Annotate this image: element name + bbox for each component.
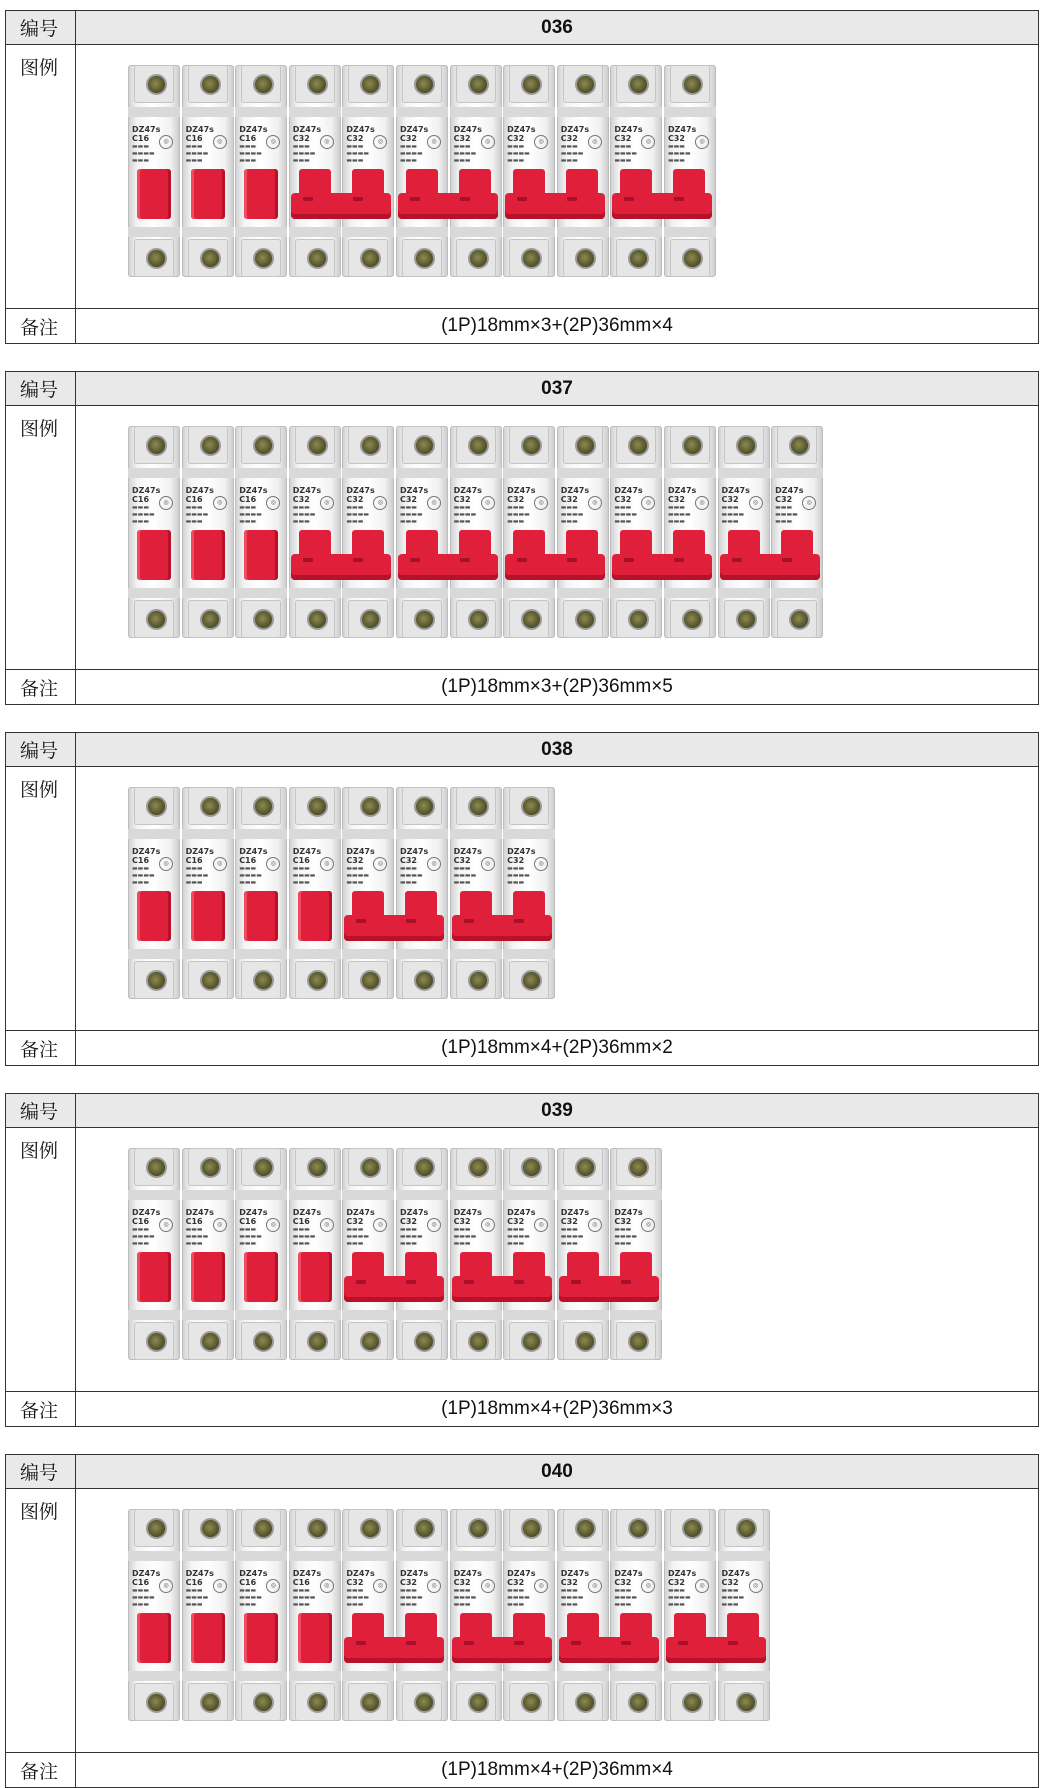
spec-table: [5, 10, 1039, 344]
figure-label: 图例: [6, 767, 76, 1031]
double-pole-breaker: [610, 426, 717, 638]
remark-label: 备注: [6, 309, 76, 344]
remark-label: 备注: [6, 1753, 76, 1788]
cert-mark-icon: ◎: [588, 135, 602, 149]
cert-mark-icon: ◎: [373, 496, 387, 510]
remark-label: 备注: [6, 670, 76, 705]
cert-mark-icon: ◎: [641, 1579, 655, 1593]
toggle-bar: [559, 1637, 659, 1663]
breaker-unit: DZ47s C32 ▬▬▬ ▬▬▬▬ ▬▬▬ ◎: [557, 426, 609, 638]
double-pole-breaker: [342, 1148, 449, 1360]
toggle-bar: [291, 554, 391, 580]
toggle-bar: [559, 1276, 659, 1302]
breaker-unit: DZ47s C32 ▬▬▬ ▬▬▬▬ ▬▬▬ ◎: [718, 426, 770, 638]
breaker-unit: DZ47s C16 ▬▬▬ ▬▬▬▬ ▬▬▬ ◎: [128, 426, 180, 638]
cert-mark-icon: ◎: [481, 496, 495, 510]
breaker-unit: DZ47s C32 ▬▬▬ ▬▬▬▬ ▬▬▬ ◎: [396, 426, 448, 638]
breaker-unit: DZ47s C32 ▬▬▬ ▬▬▬▬ ▬▬▬ ◎: [503, 426, 555, 638]
toggle-bar: [505, 193, 605, 219]
cert-mark-icon: ◎: [641, 135, 655, 149]
figure-label: 图例: [6, 1128, 76, 1392]
toggle-bar: [344, 1637, 444, 1663]
double-pole-breaker: [557, 1509, 664, 1721]
cert-mark-icon: ◎: [427, 496, 441, 510]
cert-mark-icon: ◎: [266, 496, 280, 510]
breaker-unit: DZ47s C32 ▬▬▬ ▬▬▬▬ ▬▬▬ ◎: [503, 1148, 555, 1360]
breaker-unit: DZ47s C16 ▬▬▬ ▬▬▬▬ ▬▬▬ ◎: [128, 65, 180, 277]
double-pole-breaker: [396, 65, 503, 277]
breaker-unit: DZ47s C32 ▬▬▬ ▬▬▬▬ ▬▬▬ ◎: [610, 65, 662, 277]
cert-mark-icon: ◎: [373, 1579, 387, 1593]
breaker-diagram: [76, 1489, 1038, 1752]
cert-mark-icon: ◎: [641, 496, 655, 510]
breaker-unit: DZ47s C32 ▬▬▬ ▬▬▬▬ ▬▬▬ ◎: [342, 787, 394, 999]
breaker-unit: DZ47s C32 ▬▬▬ ▬▬▬▬ ▬▬▬ ◎: [450, 787, 502, 999]
breaker-unit: DZ47s C32 ▬▬▬ ▬▬▬▬ ▬▬▬ ◎: [396, 1148, 448, 1360]
toggle-bar: [398, 193, 498, 219]
breaker-diagram: [76, 1128, 1038, 1391]
cert-mark-icon: ◎: [373, 135, 387, 149]
breaker-unit: DZ47s C32 ▬▬▬ ▬▬▬▬ ▬▬▬ ◎: [610, 1148, 662, 1360]
breaker-unit: DZ47s C32 ▬▬▬ ▬▬▬▬ ▬▬▬ ◎: [503, 787, 555, 999]
toggle-lever: [191, 1252, 225, 1302]
cert-mark-icon: ◎: [802, 496, 816, 510]
cert-mark-icon: ◎: [534, 1218, 548, 1232]
cert-mark-icon: ◎: [749, 496, 763, 510]
spec-table: [5, 371, 1039, 705]
table-number: 040: [76, 1455, 1039, 1489]
breaker-unit: DZ47s C32 ▬▬▬ ▬▬▬▬ ▬▬▬ ◎: [342, 1148, 394, 1360]
cert-mark-icon: ◎: [266, 135, 280, 149]
double-pole-breaker: [342, 1509, 449, 1721]
breaker-unit: DZ47s C32 ▬▬▬ ▬▬▬▬ ▬▬▬ ◎: [503, 1509, 555, 1721]
breaker-unit: DZ47s C16 ▬▬▬ ▬▬▬▬ ▬▬▬ ◎: [182, 1148, 234, 1360]
breaker-unit: DZ47s C32 ▬▬▬ ▬▬▬▬ ▬▬▬ ◎: [557, 65, 609, 277]
toggle-bar: [505, 554, 605, 580]
toggle-lever: [244, 169, 278, 219]
number-label: 编号: [6, 1094, 76, 1128]
number-label: 编号: [6, 11, 76, 45]
breaker-unit: DZ47s C32 ▬▬▬ ▬▬▬▬ ▬▬▬ ◎: [342, 1509, 394, 1721]
breaker-diagram: [76, 406, 1038, 669]
breaker-unit: DZ47s C32 ▬▬▬ ▬▬▬▬ ▬▬▬ ◎: [450, 65, 502, 277]
breaker-unit: DZ47s C16 ▬▬▬ ▬▬▬▬ ▬▬▬ ◎: [182, 65, 234, 277]
cert-mark-icon: ◎: [266, 1218, 280, 1232]
toggle-bar: [666, 1637, 766, 1663]
breaker-unit: DZ47s C16 ▬▬▬ ▬▬▬▬ ▬▬▬ ◎: [289, 1148, 341, 1360]
toggle-bar: [452, 915, 552, 941]
number-label: 编号: [6, 372, 76, 406]
cert-mark-icon: ◎: [159, 1579, 173, 1593]
breaker-unit: DZ47s C16 ▬▬▬ ▬▬▬▬ ▬▬▬ ◎: [289, 1509, 341, 1721]
figure-label: 图例: [6, 406, 76, 670]
breaker-unit: DZ47s C32 ▬▬▬ ▬▬▬▬ ▬▬▬ ◎: [664, 1509, 716, 1721]
toggle-bar: [344, 1276, 444, 1302]
double-pole-breaker: [450, 1148, 557, 1360]
cert-mark-icon: ◎: [320, 857, 334, 871]
cert-mark-icon: ◎: [159, 1218, 173, 1232]
toggle-bar: [291, 193, 391, 219]
double-pole-breaker: [610, 65, 717, 277]
cert-mark-icon: ◎: [320, 496, 334, 510]
cert-mark-icon: ◎: [588, 1218, 602, 1232]
cert-mark-icon: ◎: [481, 1579, 495, 1593]
breaker-unit: DZ47s C16 ▬▬▬ ▬▬▬▬ ▬▬▬ ◎: [128, 787, 180, 999]
cert-mark-icon: ◎: [213, 496, 227, 510]
remark-value: (1P)18mm×4+(2P)36mm×3: [76, 1392, 1039, 1427]
breaker-unit: DZ47s C16 ▬▬▬ ▬▬▬▬ ▬▬▬ ◎: [128, 1509, 180, 1721]
breaker-unit: DZ47s C32 ▬▬▬ ▬▬▬▬ ▬▬▬ ◎: [342, 426, 394, 638]
table-number: 036: [76, 11, 1039, 45]
breaker-unit: DZ47s C32 ▬▬▬ ▬▬▬▬ ▬▬▬ ◎: [396, 787, 448, 999]
remark-label: 备注: [6, 1392, 76, 1427]
cert-mark-icon: ◎: [427, 857, 441, 871]
toggle-lever: [244, 891, 278, 941]
remark-value: (1P)18mm×4+(2P)36mm×2: [76, 1031, 1039, 1066]
cert-mark-icon: ◎: [534, 496, 548, 510]
cert-mark-icon: ◎: [159, 496, 173, 510]
breaker-unit: DZ47s C32 ▬▬▬ ▬▬▬▬ ▬▬▬ ◎: [771, 426, 823, 638]
cert-mark-icon: ◎: [320, 1218, 334, 1232]
table-number: 039: [76, 1094, 1039, 1128]
table-number: 037: [76, 372, 1039, 406]
cert-mark-icon: ◎: [159, 857, 173, 871]
breaker-unit: DZ47s C32 ▬▬▬ ▬▬▬▬ ▬▬▬ ◎: [610, 426, 662, 638]
toggle-lever: [244, 1252, 278, 1302]
table-number: 038: [76, 733, 1039, 767]
cert-mark-icon: ◎: [266, 1579, 280, 1593]
toggle-lever: [191, 169, 225, 219]
figure-label: 图例: [6, 1489, 76, 1753]
toggle-lever: [137, 891, 171, 941]
remark-value: (1P)18mm×3+(2P)36mm×4: [76, 309, 1039, 344]
toggle-lever: [137, 1252, 171, 1302]
breaker-diagram: [76, 45, 1038, 308]
breaker-unit: DZ47s C32 ▬▬▬ ▬▬▬▬ ▬▬▬ ◎: [503, 65, 555, 277]
cert-mark-icon: ◎: [481, 135, 495, 149]
breaker-unit: DZ47s C32 ▬▬▬ ▬▬▬▬ ▬▬▬ ◎: [664, 65, 716, 277]
cert-mark-icon: ◎: [481, 1218, 495, 1232]
breaker-unit: DZ47s C32 ▬▬▬ ▬▬▬▬ ▬▬▬ ◎: [557, 1148, 609, 1360]
toggle-lever: [298, 1252, 332, 1302]
toggle-lever: [137, 1613, 171, 1663]
toggle-bar: [344, 915, 444, 941]
cert-mark-icon: ◎: [641, 1218, 655, 1232]
cert-mark-icon: ◎: [213, 857, 227, 871]
cert-mark-icon: ◎: [266, 857, 280, 871]
number-label: 编号: [6, 733, 76, 767]
cert-mark-icon: ◎: [427, 1218, 441, 1232]
cert-mark-icon: ◎: [588, 496, 602, 510]
remark-value: (1P)18mm×4+(2P)36mm×4: [76, 1753, 1039, 1788]
breaker-unit: DZ47s C32 ▬▬▬ ▬▬▬▬ ▬▬▬ ◎: [718, 1509, 770, 1721]
breaker-unit: DZ47s C32 ▬▬▬ ▬▬▬▬ ▬▬▬ ◎: [396, 1509, 448, 1721]
cert-mark-icon: ◎: [534, 135, 548, 149]
double-pole-breaker: [396, 426, 503, 638]
double-pole-breaker: [664, 1509, 771, 1721]
breaker-unit: DZ47s C32 ▬▬▬ ▬▬▬▬ ▬▬▬ ◎: [557, 1509, 609, 1721]
breaker-unit: DZ47s C16 ▬▬▬ ▬▬▬▬ ▬▬▬ ◎: [235, 1148, 287, 1360]
toggle-lever: [244, 1613, 278, 1663]
cert-mark-icon: ◎: [213, 135, 227, 149]
cert-mark-icon: ◎: [695, 496, 709, 510]
spec-table: [5, 732, 1039, 1066]
double-pole-breaker: [503, 426, 610, 638]
toggle-bar: [398, 554, 498, 580]
cert-mark-icon: ◎: [213, 1218, 227, 1232]
number-label: 编号: [6, 1455, 76, 1489]
breaker-unit: DZ47s C32 ▬▬▬ ▬▬▬▬ ▬▬▬ ◎: [342, 65, 394, 277]
breaker-unit: DZ47s C16 ▬▬▬ ▬▬▬▬ ▬▬▬ ◎: [235, 426, 287, 638]
double-pole-breaker: [289, 65, 396, 277]
breaker-unit: DZ47s C32 ▬▬▬ ▬▬▬▬ ▬▬▬ ◎: [664, 426, 716, 638]
breaker-unit: DZ47s C16 ▬▬▬ ▬▬▬▬ ▬▬▬ ◎: [235, 65, 287, 277]
breaker-unit: DZ47s C32 ▬▬▬ ▬▬▬▬ ▬▬▬ ◎: [610, 1509, 662, 1721]
spec-table: [5, 1093, 1039, 1427]
cert-mark-icon: ◎: [427, 135, 441, 149]
breaker-unit: DZ47s C16 ▬▬▬ ▬▬▬▬ ▬▬▬ ◎: [128, 1148, 180, 1360]
double-pole-breaker: [503, 65, 610, 277]
remark-value: (1P)18mm×3+(2P)36mm×5: [76, 670, 1039, 705]
breaker-unit: DZ47s C16 ▬▬▬ ▬▬▬▬ ▬▬▬ ◎: [235, 1509, 287, 1721]
cert-mark-icon: ◎: [373, 857, 387, 871]
cert-mark-icon: ◎: [481, 857, 495, 871]
breaker-unit: DZ47s C16 ▬▬▬ ▬▬▬▬ ▬▬▬ ◎: [182, 787, 234, 999]
cert-mark-icon: ◎: [427, 1579, 441, 1593]
breaker-unit: DZ47s C32 ▬▬▬ ▬▬▬▬ ▬▬▬ ◎: [289, 426, 341, 638]
cert-mark-icon: ◎: [320, 135, 334, 149]
cert-mark-icon: ◎: [695, 135, 709, 149]
remark-label: 备注: [6, 1031, 76, 1066]
cert-mark-icon: ◎: [159, 135, 173, 149]
cert-mark-icon: ◎: [695, 1579, 709, 1593]
double-pole-breaker: [450, 787, 557, 999]
toggle-lever: [137, 530, 171, 580]
double-pole-breaker: [289, 426, 396, 638]
breaker-unit: DZ47s C32 ▬▬▬ ▬▬▬▬ ▬▬▬ ◎: [289, 65, 341, 277]
cert-mark-icon: ◎: [749, 1579, 763, 1593]
breaker-unit: DZ47s C32 ▬▬▬ ▬▬▬▬ ▬▬▬ ◎: [450, 1148, 502, 1360]
breaker-unit: DZ47s C16 ▬▬▬ ▬▬▬▬ ▬▬▬ ◎: [289, 787, 341, 999]
breaker-unit: DZ47s C32 ▬▬▬ ▬▬▬▬ ▬▬▬ ◎: [450, 426, 502, 638]
double-pole-breaker: [450, 1509, 557, 1721]
breaker-unit: DZ47s C16 ▬▬▬ ▬▬▬▬ ▬▬▬ ◎: [182, 1509, 234, 1721]
toggle-bar: [612, 193, 712, 219]
toggle-bar: [452, 1276, 552, 1302]
toggle-lever: [298, 891, 332, 941]
toggle-bar: [612, 554, 712, 580]
breaker-unit: DZ47s C16 ▬▬▬ ▬▬▬▬ ▬▬▬ ◎: [235, 787, 287, 999]
cert-mark-icon: ◎: [213, 1579, 227, 1593]
cert-mark-icon: ◎: [320, 1579, 334, 1593]
breaker-unit: DZ47s C16 ▬▬▬ ▬▬▬▬ ▬▬▬ ◎: [182, 426, 234, 638]
cert-mark-icon: ◎: [534, 1579, 548, 1593]
toggle-bar: [452, 1637, 552, 1663]
cert-mark-icon: ◎: [373, 1218, 387, 1232]
cert-mark-icon: ◎: [588, 1579, 602, 1593]
toggle-lever: [191, 530, 225, 580]
breaker-diagram: [76, 767, 1038, 1030]
double-pole-breaker: [718, 426, 825, 638]
breaker-unit: DZ47s C32 ▬▬▬ ▬▬▬▬ ▬▬▬ ◎: [396, 65, 448, 277]
toggle-lever: [191, 891, 225, 941]
double-pole-breaker: [557, 1148, 664, 1360]
figure-label: 图例: [6, 45, 76, 309]
toggle-lever: [244, 530, 278, 580]
double-pole-breaker: [342, 787, 449, 999]
spec-table: [5, 1454, 1039, 1788]
breaker-unit: DZ47s C32 ▬▬▬ ▬▬▬▬ ▬▬▬ ◎: [450, 1509, 502, 1721]
cert-mark-icon: ◎: [534, 857, 548, 871]
toggle-lever: [298, 1613, 332, 1663]
toggle-lever: [191, 1613, 225, 1663]
toggle-lever: [137, 169, 171, 219]
toggle-bar: [720, 554, 820, 580]
